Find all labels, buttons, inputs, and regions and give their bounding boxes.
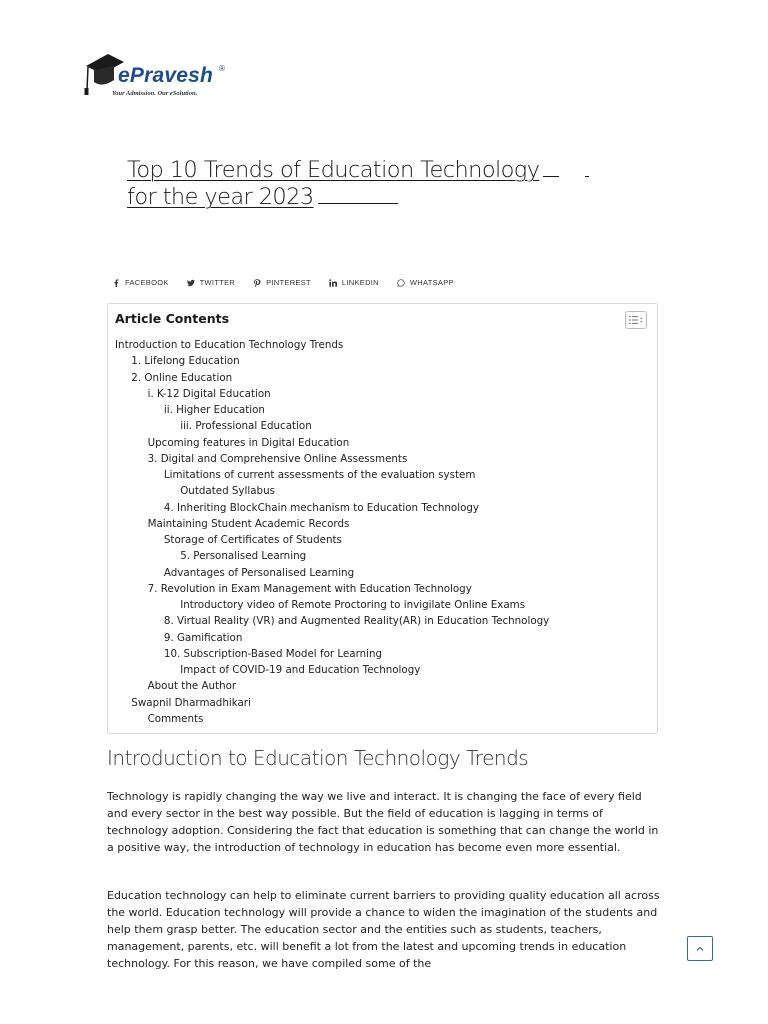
toc-item[interactable]: Advantages of Personalised Learning [163, 566, 355, 579]
toc-item[interactable]: Limitations of current assessments of the evaluation system [163, 469, 476, 481]
toc-item[interactable]: About the Author [147, 680, 237, 693]
share-bar [112, 278, 454, 287]
toc-item[interactable]: 1. Lifelong Education [131, 355, 240, 368]
article-title-line-1: Top 10 Trends of Education Technology [127, 157, 627, 184]
toc-toggle-button[interactable] [625, 311, 647, 329]
registered-mark: ® [219, 64, 225, 73]
site-logo[interactable] [82, 50, 242, 102]
toc-item[interactable]: iii. Professional Education [180, 420, 312, 433]
toc-item[interactable]: Impact of COVID-19 and Education Technology [180, 664, 421, 676]
toc-item[interactable]: 4. Inheriting BlockChain mechanism to Education Technology [163, 501, 480, 514]
toc-item[interactable]: Introduction to Education Technology Trends [115, 339, 344, 351]
toc-item[interactable]: Comments [147, 712, 204, 725]
toc-item[interactable]: 2. Online Education [131, 371, 233, 384]
facebook-icon [112, 279, 120, 287]
pinterest-icon [253, 279, 261, 287]
share-facebook-button[interactable]: FACEBOOK [112, 278, 169, 287]
toc-item[interactable]: Introductory video of Remote Proctoring to invigilate Online Exams [180, 599, 526, 611]
table-of-contents [107, 303, 658, 734]
toc-list [115, 337, 549, 727]
toc-title: Article Contents [115, 311, 230, 326]
toc-item[interactable]: 3. Digital and Comprehensive Online Assessments [147, 452, 408, 465]
back-to-top-button[interactable] [687, 936, 713, 961]
toc-item[interactable]: Maintaining Student Academic Records [147, 517, 350, 530]
section-heading: Introduction to Education Technology Trends [107, 746, 529, 770]
logo-tagline: Your Admission. Our eSolution. [112, 90, 198, 97]
share-linkedin-button[interactable]: LINKEDIN [329, 278, 379, 287]
logo-wordmark: ePravesh [118, 64, 214, 87]
article-title-line-2: for the year 2023 [127, 184, 627, 211]
share-whatsapp-button[interactable]: WHATSAPP [397, 278, 454, 287]
toc-item[interactable]: 8. Virtual Reality (VR) and Augmented Reality(AR) in Education Technology [163, 615, 550, 628]
toc-item[interactable]: ii. Higher Education [163, 404, 265, 416]
toc-item[interactable]: i. K-12 Digital Education [147, 387, 271, 400]
toc-item[interactable]: Storage of Certificates of Students [163, 534, 342, 546]
whatsapp-icon [397, 279, 405, 287]
toc-item[interactable]: 7. Revolution in Exam Management with Education Technology [147, 582, 472, 595]
linkedin-icon [329, 279, 337, 287]
toc-item[interactable]: Upcoming features in Digital Education [147, 436, 350, 449]
toc-item[interactable]: Swapnil Dharmadhikari [131, 696, 251, 709]
chevron-up-icon [696, 946, 704, 952]
toc-item[interactable]: 10. Subscription-Based Model for Learning [163, 647, 383, 660]
list-toggle-icon [628, 315, 644, 325]
paragraph-1: Technology is rapidly changing the way we live and interact. It is changing the face of every field and every sector in the best way possible. But the field of education is lagging in terms of technology adoption. Considering the fact that education is something that can change the world in a positive way, the introduction of technology in education has become even more essential. [107, 790, 659, 854]
toc-item[interactable]: Outdated Syllabus [180, 485, 275, 498]
paragraph-2: Education technology can help to eliminate current barriers to providing quality education all across the world. Education technology will provide a chance to widen the imagination of the students and help them grasp better. The education sector and the entities such as students, teachers, management, parents, etc. will benefit a lot from the latest and upcoming trends in education technology. For this reason, we have compiled some of the [107, 889, 660, 970]
twitter-icon [187, 279, 195, 287]
toc-item[interactable]: 5. Personalised Learning [180, 550, 307, 563]
share-twitter-button[interactable]: TWITTER [187, 278, 235, 287]
toc-item[interactable]: 9. Gamification [163, 631, 243, 644]
share-pinterest-button[interactable]: PINTEREST [253, 278, 311, 287]
article-title [127, 157, 627, 211]
